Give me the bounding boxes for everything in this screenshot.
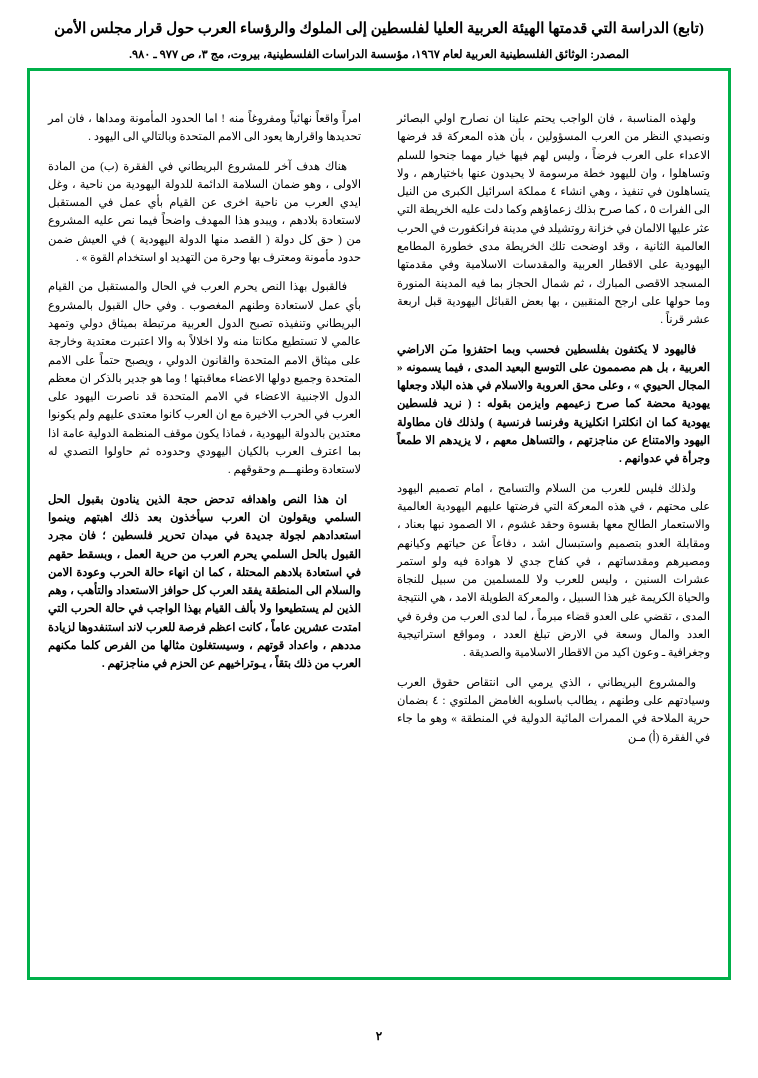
column-right bbox=[397, 110, 710, 958]
page-title: (تابع) الدراسة التي قدمتها الهيئة العربية العليا لفلسطين إلى الملوك والرؤساء العرب حول قرار مجلس الأمن bbox=[54, 21, 704, 37]
paragraph: فالقبول بهذا النص يحرم العرب في الحال والمستقبل من القيام بأي عمل لاستعادة وطنهم المغصوب . وفي حال القبول بالمشروع البريطاني وتنفيذه تصبح الدول العربية مرتبطة بميثاق دولي وتمهد عالمي لا تستطيع مكانتا منه ولا اخلالاً به والا اعتبرت معتدية وخارجة على ميثاق الامم المتحدة والقانون الدولي ، ويصبح حتماً على الامم المتحدة وجميع دولها الاعضاء معاقبتها ! وما هو جدير بالذكر ان معظم الدول الاجنبية الاعضاء في الامم المتحدة قد ناصرت اليهود على العرب في الحرب الاخيرة مع ان العرب كانوا معتدى عليهم ولم يكونوا معتدين بالدولة اليهودية ، فماذا يكون موقف المنظمة الدولية عامة اذا بما اعترف العرب بالكيان اليهودي وحدوده ثم حاولوا التصدي له لاستعادة وطنهـــم وحقوقهم . bbox=[48, 281, 361, 477]
paragraph: فاليهود لا يكتفون بفلسطين فحسب وبما احتفزوا مـَن الاراضي العربية ، بل هم مصممون على التوسع البعيد المدى ، فيما يسمونه « المجال الحيوي » ، وعلى محق العروبة والاسلام في هذه البلاد وجعلها يهودية محضة كما صرح زعيمهم وايزمن بقوله : ( نريد فلسطين يهودية كما ان انكلترا انكليزية وفرنسا فرنسية ) ولذلك فان مطاولة اليهود والامتناع عن مناجزتهم ، والتساهل معهم ، لا يزيدهم الا طمعاً وجرأة في عدوانهم . bbox=[397, 343, 710, 466]
text-columns bbox=[48, 110, 710, 958]
document-source: المصدر: الوثائق الفلسطينية العربية لعام ١٩٦٧، مؤسسة الدراسات الفلسطينية، بيروت، مج ٣، ص ٩٧٧ ـ ٩٨٠. bbox=[129, 48, 629, 61]
paragraph: والمشروع البريطاني ، الذي يرمي الى انتقاص حقوق العرب وسيادتهم على وطنهم ، يطالب باسلوبه الغامض الملتوي : ٤ بضمان حرية الملاحة في الممرات المائية الدولية في المنطقة » وهو ما جاء في الفقرة (أ) مـن bbox=[397, 676, 710, 744]
paragraph: هناك هدف آخر للمشروع البريطاني في الفقرة (ب) من المادة الاولى ، وهو ضمان السلامة الدائمة للدولة اليهودية من ناحية ، وغل ايدي العرب من ناحية اخرى عن القيام بأي عمل في المستقبل لاستعادة بلادهم ، ويبدو هذا المهدف واضحاً فيما نص عليه المشروع من ( حق كل دولة ( القصد منها الدولة اليهودية ) في العيش ضمن حدود مأمونة ومعترف بها وحرة من التهديد او استخدام القوة » . bbox=[48, 160, 361, 265]
document-header bbox=[0, 0, 758, 63]
page-number: ٢ bbox=[375, 1029, 383, 1043]
paragraph: امراً واقعاً نهائياً ومفروغاً منه ! اما الحدود المأمونة ومداها ، فان امر تحديدها واقرارها يعود الى الامم المتحدة وبالتالي الى اليهود . bbox=[48, 113, 361, 144]
column-left bbox=[48, 110, 361, 958]
paragraph: ولذلك فليس للعرب من السلام والتسامح ، امام تصميم اليهود على محتهم ، في هذه المعركة التي فرضتها عليهم اليهودية العالمية والاستعمار الطالح معها بقسوة وحقد غشوم ، الا الصمود نبها بعناد ، ومقابلة العدو بتصميم واستبسال اشد ، دفاعاً عن حياتهم وكيانهم ومصيرهم ومقدساتهم ، في كفاح جدي لا هوادة فيه ولو استمر عشرات السنين ، وليس للعرب ولا للمسلمين من سبيل للنجاة والحياة الكريمة غير هذا السبيل ، والمعركة الطويلة الامد ، هي النتيجة المدى ، تقضي على العدو قضاء مبرماً ، لما لدى العرب من وفرة في العدد والمال وسعة في الارض تبلغ العدد ، ومواقع استراتيجية وجغرافية ـ وعون اكيد من الاقطار الاسلامية والصديقة . bbox=[397, 482, 710, 660]
paragraph: ان هذا النص واهدافه تدحض حجة الذين ينادون بقبول الحل السلمي ويقولون ان العرب سيأخذون بعد ذلك اهبتهم وينموا استعدادهم لجولة جديدة في ميدان تحرير فلسطين ؛ فان مجرد القبول بالحل السلمي يحرم العرب من حرية العمل ، وبسقط حقهم في استعادة بلادهم المحتلة ، كما ان انهاء حالة الحرب وعودة الامن والسلام الى المنطقة يفقد العرب كل حوافز الاستعداد والتأهب ، وهم الذين لم يستطيعوا ولا بألف القيام بهذا الواجب في حالة الحرب التي امتدت عشرين عاماً ، كانت اعظم فرصة للعرب لاند استنفدوها لزيادة مددهم ، واعداد قوتهم ، وسيستغلون مثالها من الفرص كلما مكنهم العرب من ذلك بتقاً ، يـوتراخيهم عن الحزم في مناجزتهم . bbox=[48, 493, 361, 671]
paragraph: ولهذه المناسبة ، فان الواجب يحتم علينا ان نصارح اولي البصائر ونصيدي النظر من العرب المسؤولين ، بأن هذه المعركة قد فرضها الاعداء على العرب فرضاً ، وليس لهم فيها خيار مهما جنحوا للسلم وتساهلوا ، وان لليهود خطة مرسومة لا يحيدون عنها باختيارهم ، ولا يتساهلون في تنفيذ ، وهي انشاء ٤ مملكة اسرائيل الكبرى من النيل الى الفرات ٥ ، كما صرح بذلك زعماؤهم وكما دلت عليه الخريطة التي عثر عليها الالمان في خزانة روتشيلد في مدينة فرانكفورت في الحرب العالمية الثانية ، وقد اوضحت تلك الخريطة مدى خطورة المطامع اليهودية على الاقطار العربية والمقدسات الاسلامية وفي مقدمتها المسجد الاقصى المبارك ، ثم شمال الحجاز بما فيه المدينة المنورة وما حولها على ارجح المنقبين ، بها بعض القبائل اليهودية قبل اربعة عشر قرناً . bbox=[397, 113, 711, 327]
